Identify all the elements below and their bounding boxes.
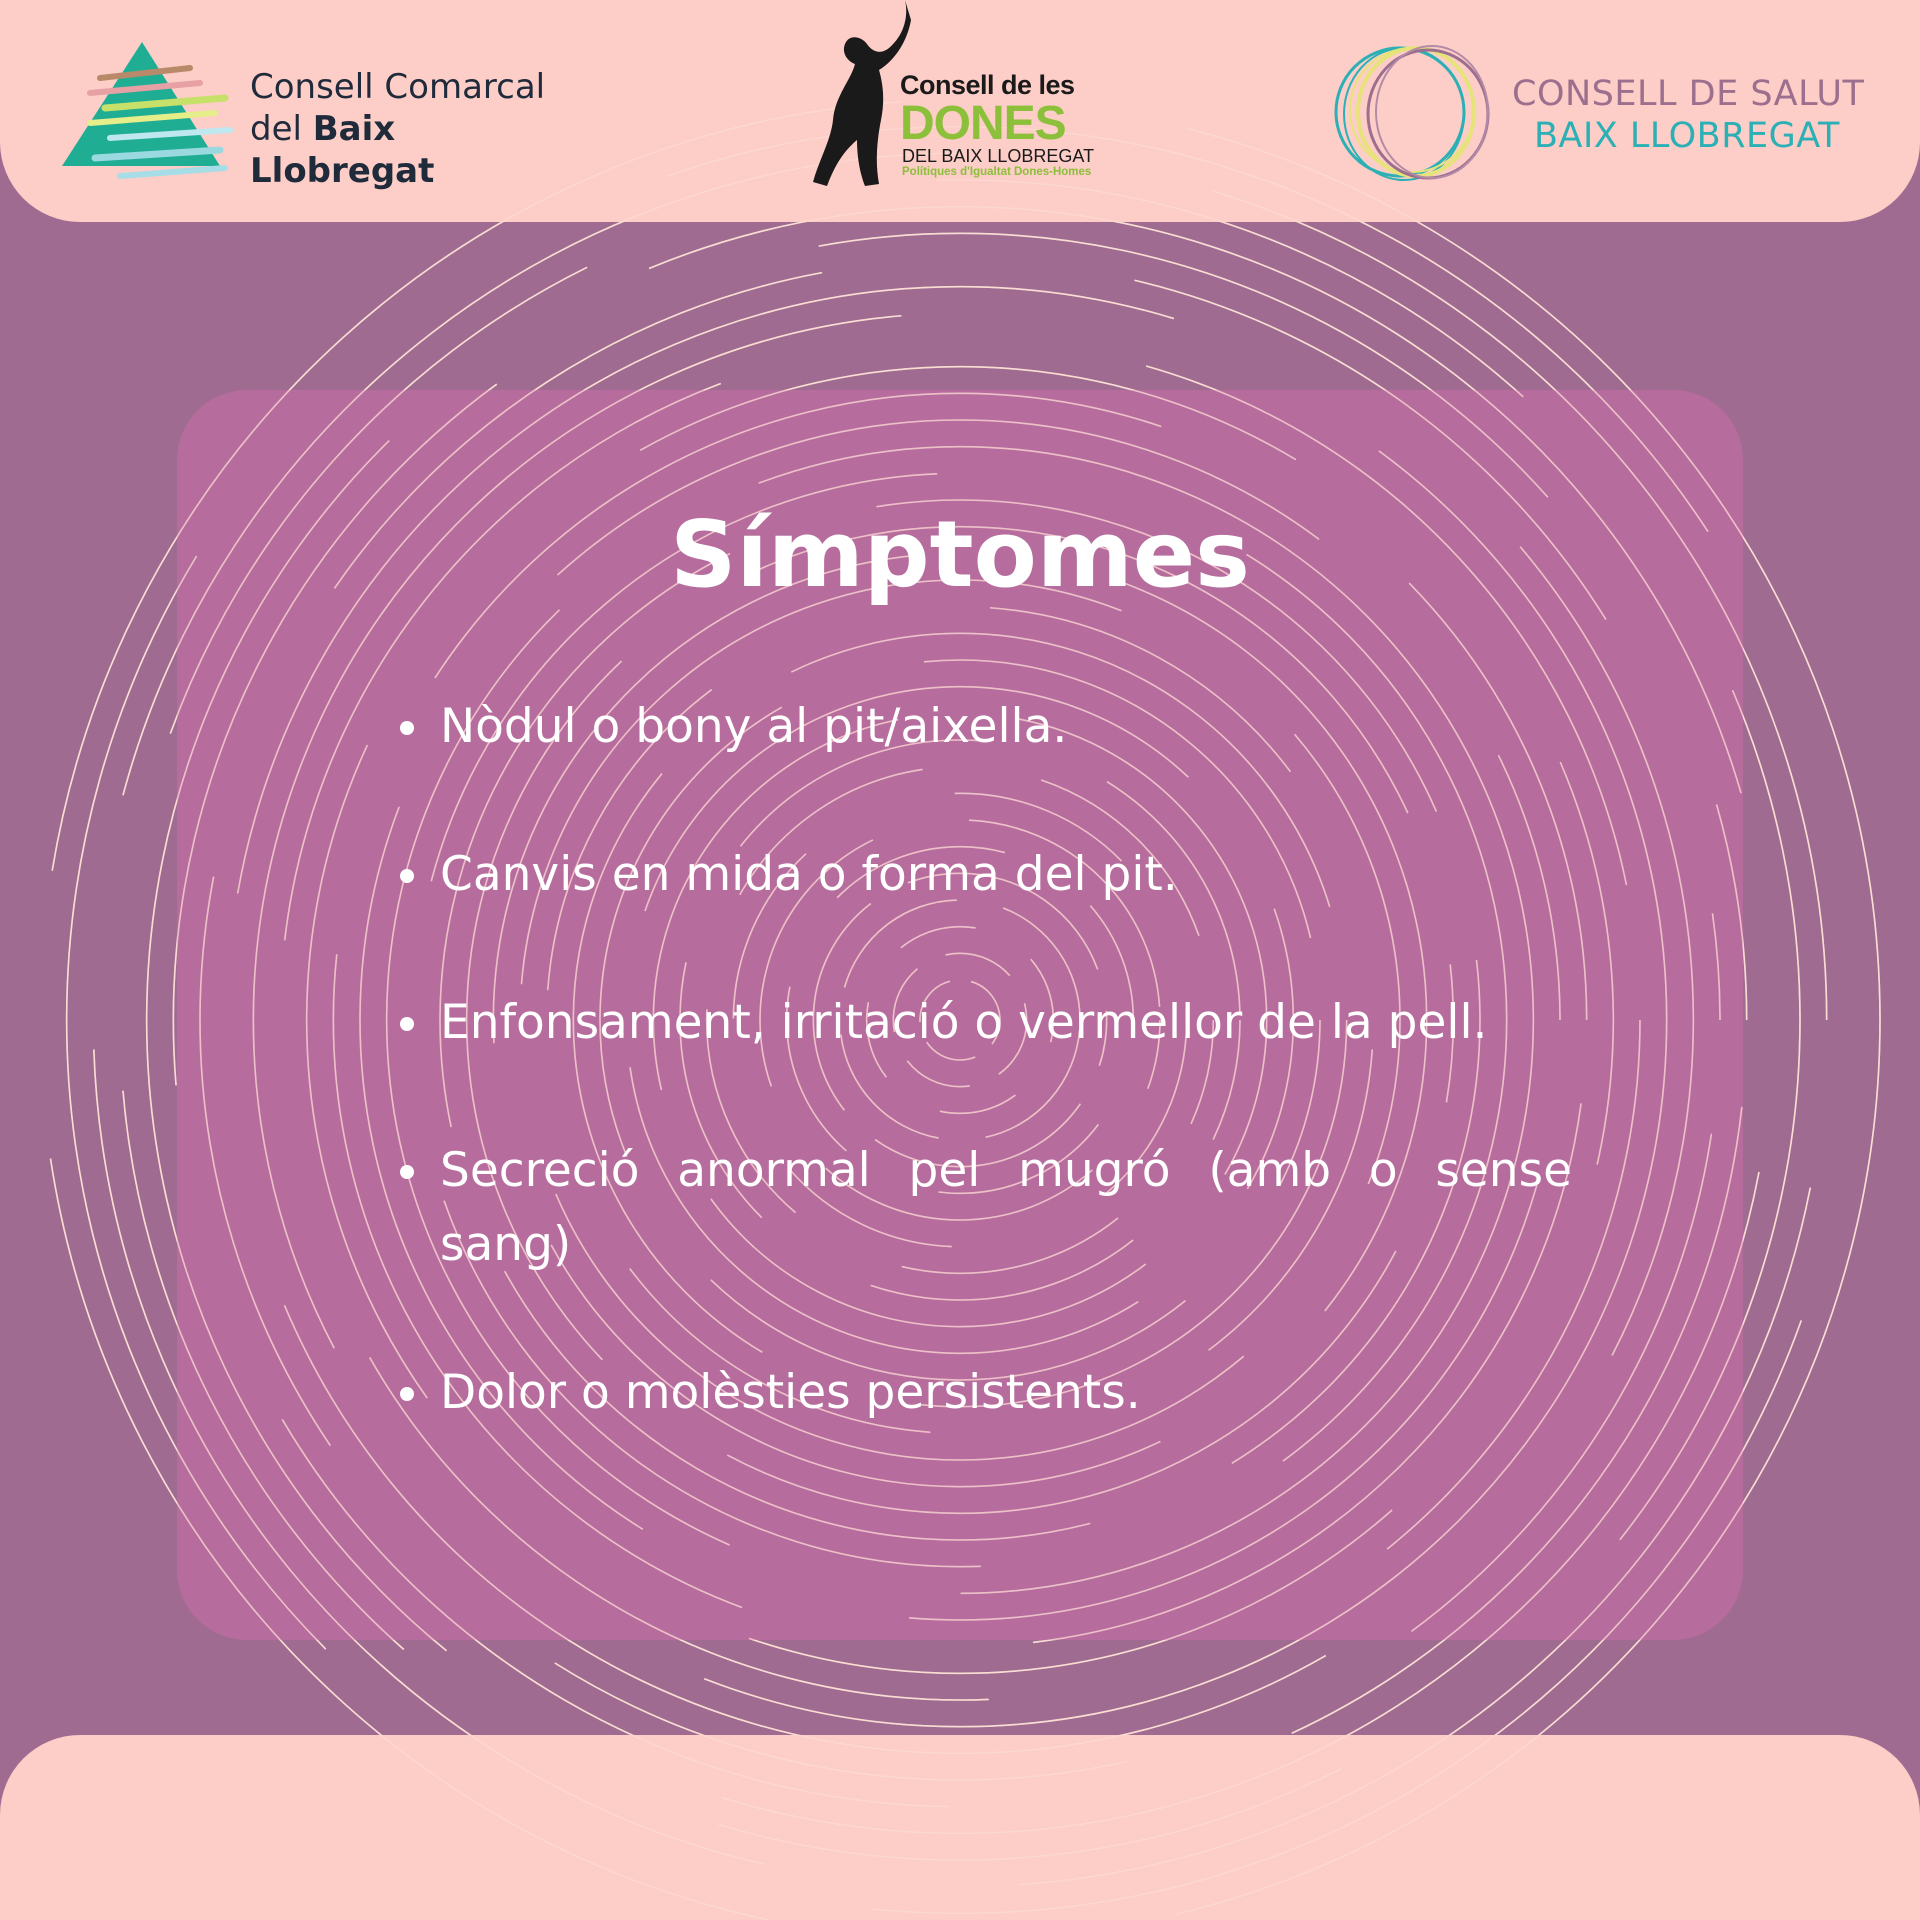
list-item: Dolor o molèsties persistents. — [400, 1356, 1572, 1430]
woman-silhouette-icon — [805, 0, 915, 200]
logo-dones-line-2: DONES — [900, 97, 1066, 150]
logo-line-1: Consell Comarcal — [250, 67, 546, 107]
logo-dones-line-4: Polítiques d'Igualtat Dones-Homes — [902, 166, 1092, 178]
logo-salut-line-2: BAIX LLOBREGAT — [1534, 116, 1840, 156]
triangle-mountain-icon — [60, 38, 240, 198]
page-title: Símptomes — [670, 501, 1250, 608]
logo-line-2 — [250, 108, 580, 192]
logo-dones-line-1: Consell de les — [900, 70, 1075, 100]
list-item: Nòdul o bony al pit/aixella. — [400, 690, 1572, 764]
logo-line-2-bold: Baix Llobregat — [250, 109, 435, 191]
interlocking-circles-icon — [1320, 40, 1510, 190]
consell-dones-logo — [805, 0, 1125, 200]
symptom-list — [400, 690, 1572, 1504]
logo-dones-line-3: DEL BAIX LLOBREGAT — [902, 146, 1095, 166]
list-item: Canvis en mida o forma del pit. — [400, 838, 1572, 912]
consell-salut-logo — [1320, 40, 1880, 190]
consell-comarcal-logo — [60, 38, 580, 198]
logo-line-2-prefix: del — [250, 109, 313, 149]
list-item: Secreció anormal pel mugró (amb o sense sang) — [400, 1134, 1572, 1282]
footer-bar — [0, 1735, 1920, 1920]
list-item: Enfonsament, irritació o vermellor de la pell. — [400, 986, 1572, 1060]
logo-salut-line-1: CONSELL DE SALUT — [1512, 74, 1865, 114]
